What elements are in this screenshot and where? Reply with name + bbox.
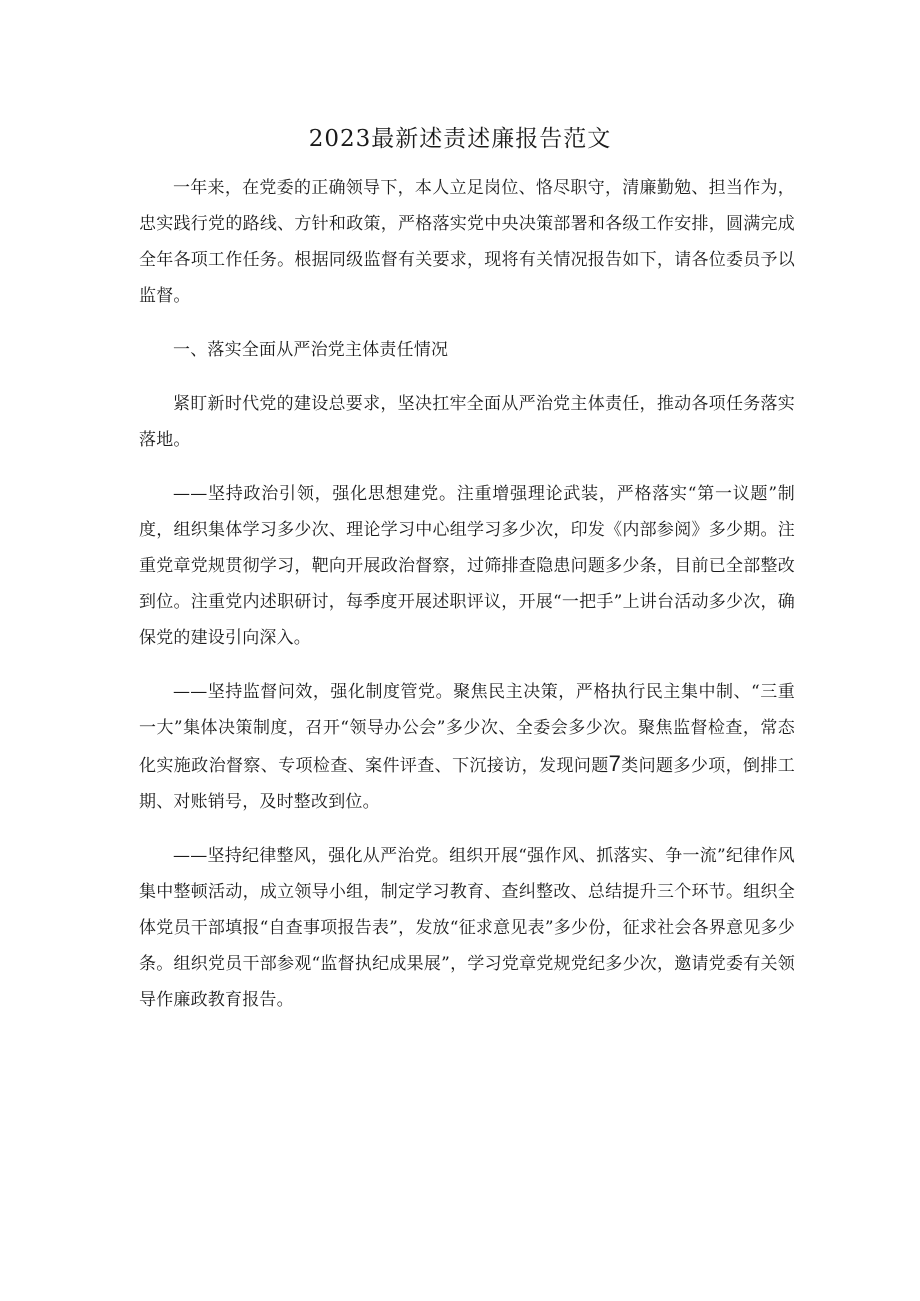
intro-paragraph: 一年来，在党委的正确领导下，本人立足岗位、恪尽职守，清廉勤勉、担当作为，忠实践行党的路线、方针和政策，严格落实党中央决策部署和各级工作安排，圆满完成全年各项工作任务。根据同级监督有关要求，现将有关情况报告如下，请各位委员予以监督。 xyxy=(139,178,795,306)
document-body xyxy=(139,170,795,1018)
item-paragraph-political: ——坚持政治引领，强化思想建党。注重增强理论武装，严格落实“第一议题”制度，组织集体学习多少次、理论学习中心组学习多少次，印发《内部参阅》多少期。注重党章党规贯彻学习，靶向开展政治督察，过筛排查隐患问题多少条，目前已全部整改到位。注重党内述职研讨，每季度开展述职评议，开展“一把手”上讲台活动多少次，确保党的建设引向深入。 xyxy=(139,484,795,648)
section-lead-paragraph: 紧盯新时代党的建设总要求，坚决扛牢全面从严治党主体责任，推动各项任务落实落地。 xyxy=(139,394,795,450)
document-title: 2023最新述责述廉报告范文 xyxy=(308,126,612,152)
item-text-before: ——坚持监督问效，强化制度管党。聚焦民主决策，严格执行民主集中制、“三重一大”集体决策制度，召开“领导办公会”多少次、全委会多少次。聚焦监督检查，常态化实施政治督察、专项检查、案件评查、下沉接访，发现问题 xyxy=(139,682,795,776)
item-number: 7 xyxy=(608,751,622,776)
section-heading: 一、落实全面从严治党主体责任情况 xyxy=(173,340,449,360)
item-text-after: 类问题多少项，倒排工期、对账销号，及时整改到位。 xyxy=(139,756,795,812)
item-paragraph-supervision xyxy=(139,674,795,820)
item-paragraph-discipline: ——坚持纪律整风，强化从严治党。组织开展“强作风、抓落实、争一流”纪律作风集中整顿活动，成立领导小组，制定学习教育、查纠整改、总结提升三个环节。组织全体党员干部填报“自查事项报告表”，发放“征求意见表”多少份，征求社会各界意见多少条。组织党员干部参观“监督执纪成果展”，学习党章党规党纪多少次，邀请党委有关领导作廉政教育报告。 xyxy=(139,846,795,1010)
